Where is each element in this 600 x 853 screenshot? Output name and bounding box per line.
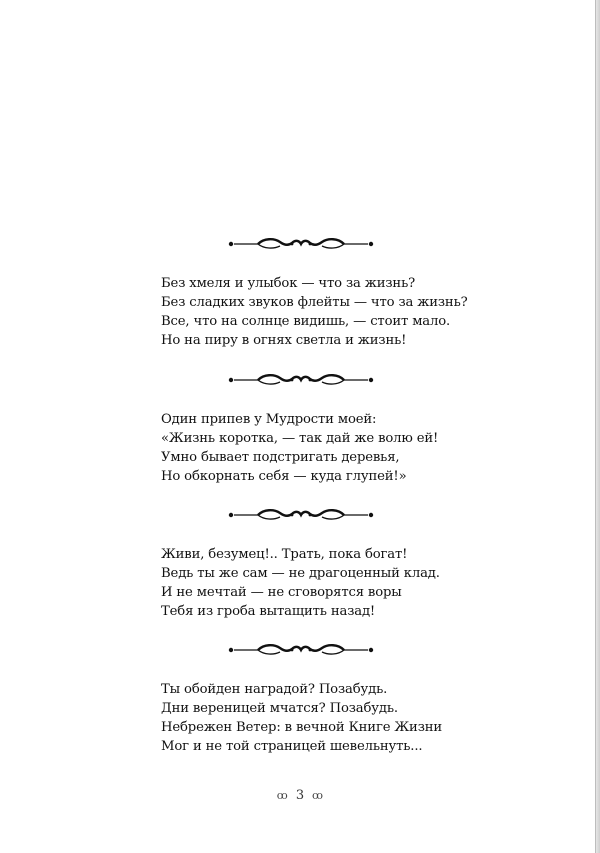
stanza-3 — [161, 545, 501, 621]
page-edge — [596, 0, 600, 853]
poem-line: Мог и не той страницей шевельнуть... — [161, 739, 423, 754]
stanza-4 — [161, 680, 501, 756]
page-number: 3 — [295, 788, 305, 803]
stanza-1 — [161, 274, 501, 350]
right-flourish-icon: ꝏ — [312, 789, 324, 802]
left-flourish-icon: ꝏ — [276, 789, 288, 802]
scroll-divider-icon — [228, 643, 374, 657]
poem-line: Ты обойден наградой? Позабудь. — [161, 682, 388, 697]
scroll-divider-icon — [228, 237, 374, 251]
poem-line: Ведь ты же сам — не драгоценный клад. — [161, 566, 440, 581]
poem-line: «Жизнь коротка, — так дай же волю ей! — [161, 431, 439, 446]
poem-line: Но на пиру в огнях светла и жизнь! — [161, 333, 407, 348]
poem-line: Без сладких звуков флейты — что за жизнь? — [161, 295, 468, 310]
poem-line: Тебя из гроба вытащить назад! — [161, 604, 376, 619]
scroll-divider-icon — [228, 373, 374, 387]
poem-line: Небрежен Ветер: в вечной Книге Жизни — [161, 720, 443, 735]
poem-line: Живи, безумец!.. Трать, пока богат! — [161, 547, 408, 562]
poem-line: Умно бывает подстригать деревья, — [161, 450, 400, 465]
poem-line: Без хмеля и улыбок — что за жизнь? — [161, 276, 416, 291]
poem-line: Все, что на солнце видишь, — стоит мало. — [161, 314, 451, 329]
stanza-2 — [161, 410, 501, 486]
poem-line: Но обкорнать себя — куда глупей!» — [161, 469, 407, 484]
page-number-footer — [260, 786, 340, 806]
poem-line: И не мечтай — не сговорятся воры — [161, 585, 402, 600]
scroll-divider-icon — [228, 508, 374, 522]
poem-line: Дни вереницей мчатся? Позабудь. — [161, 701, 398, 716]
poem-line: Один припев у Мудрости моей: — [161, 412, 377, 427]
